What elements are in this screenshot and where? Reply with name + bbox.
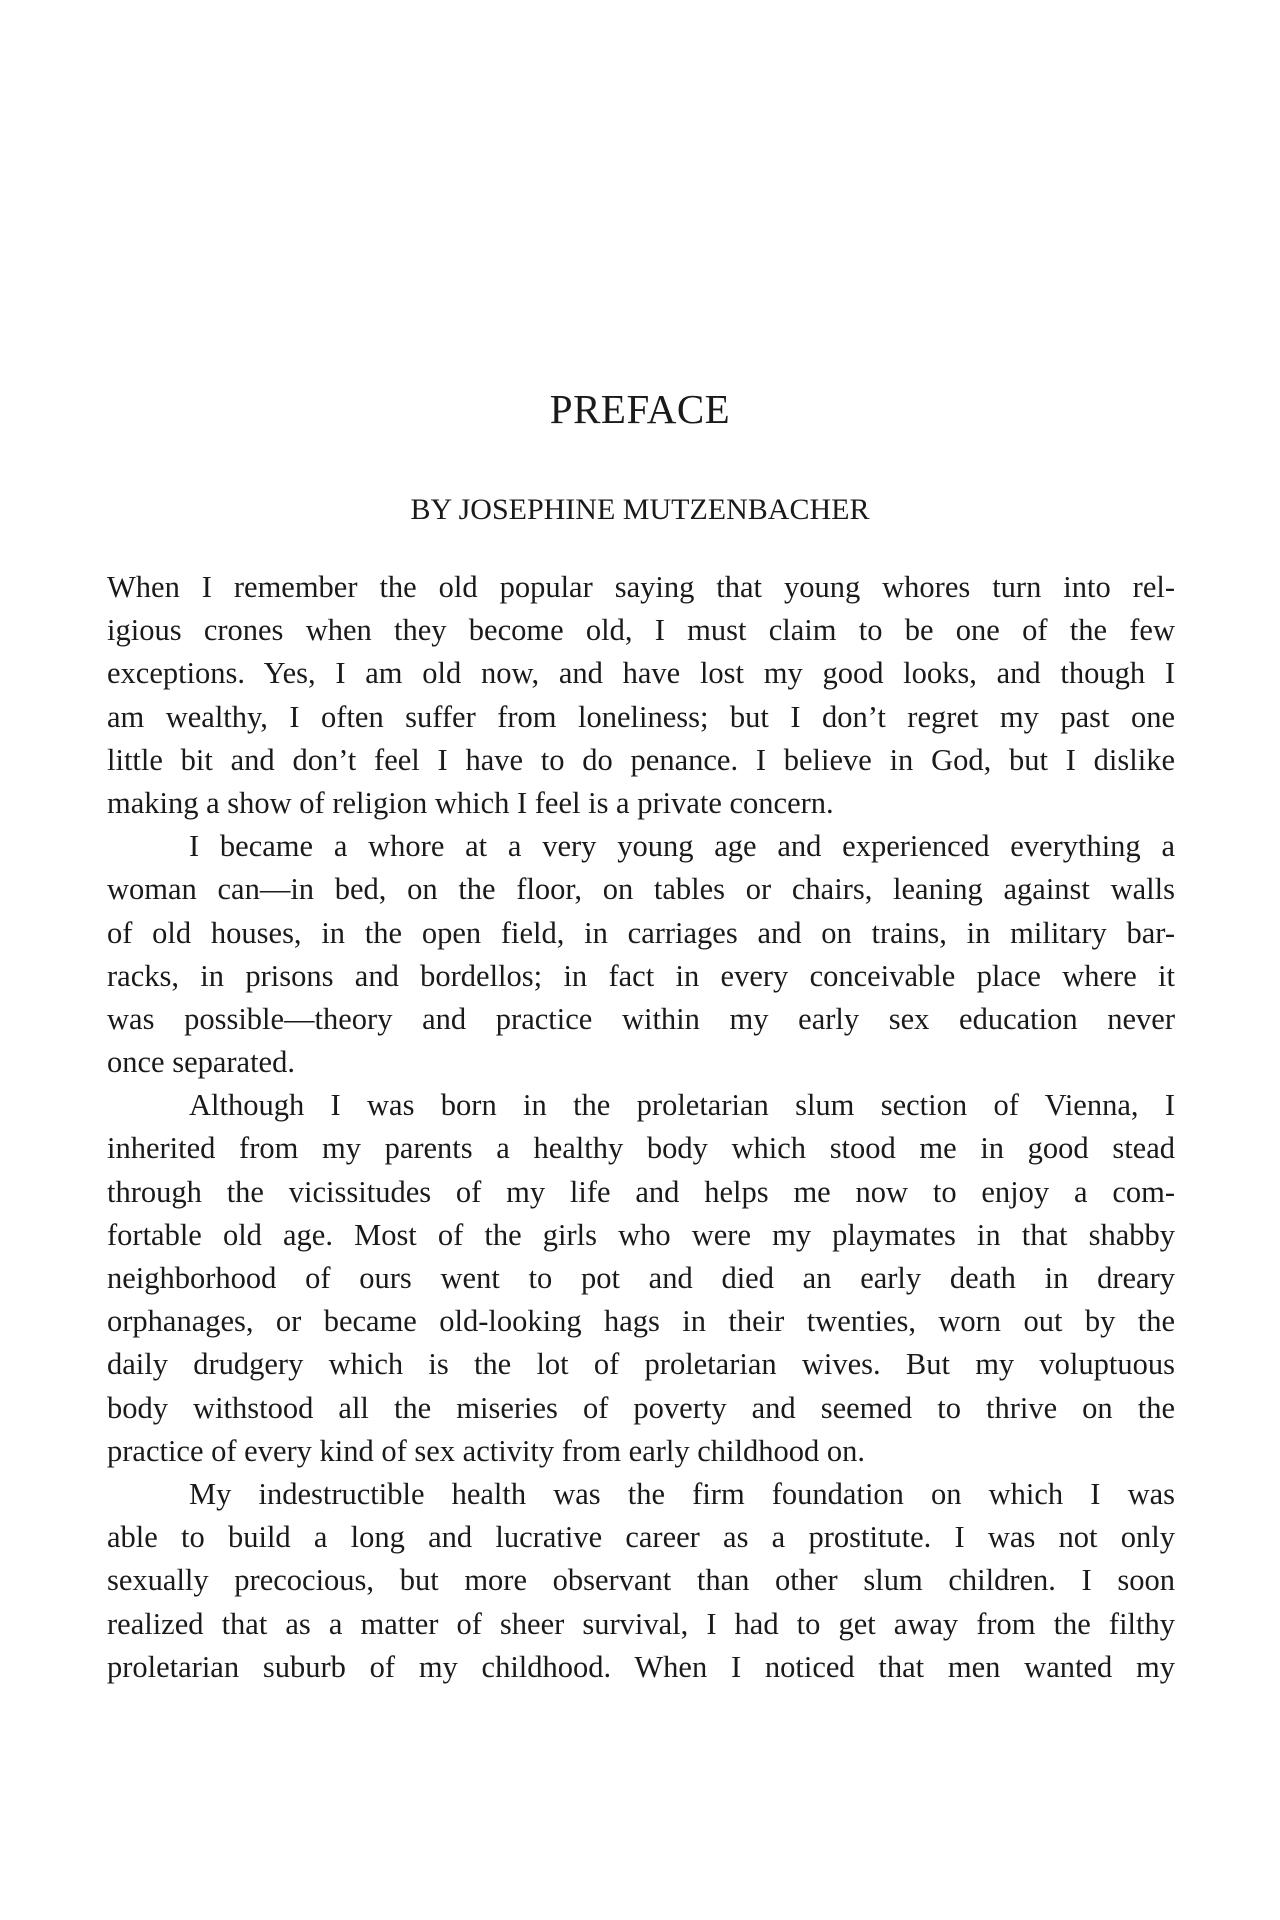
author-byline: BY JOSEPHINE MUTZENBACHER xyxy=(410,493,870,526)
text-line: fortable old age. Most of the girls who were my playmates in that shabby xyxy=(107,1217,1175,1252)
text-line: sexually precocious, but more observant than other slum children. I soon xyxy=(107,1563,1175,1598)
chapter-title: PREFACE xyxy=(549,386,731,432)
preface-body xyxy=(107,566,1175,1689)
text-line: racks, in prisons and bordellos; in fact in every conceivable place where it xyxy=(107,958,1175,993)
text-line: practice of every kind of sex activity from early childhood on. xyxy=(107,1433,866,1468)
text-line: able to build a long and lucrative career as a prostitute. I was not only xyxy=(107,1520,1175,1555)
text-line: once separated. xyxy=(107,1045,295,1080)
text-line: Although I was born in the proletarian slum section of Vienna, I xyxy=(189,1088,1175,1123)
paragraph xyxy=(107,1084,1175,1473)
text-line: was possible—theory and practice within my early sex education never xyxy=(107,1001,1175,1036)
text-line: proletarian suburb of my childhood. When I noticed that men wanted my xyxy=(107,1649,1175,1684)
text-line: inherited from my parents a healthy body which stood me in good stead xyxy=(107,1131,1175,1166)
text-line: orphanages, or became old-looking hags in their twenties, worn out by the xyxy=(107,1304,1175,1339)
text-line: I became a whore at a very young age and experienced everything a xyxy=(189,829,1175,864)
text-line: When I remember the old popular saying that young whores turn into rel- xyxy=(107,570,1175,604)
text-line: of old houses, in the open field, in carriages and on trains, in military bar- xyxy=(107,915,1175,950)
text-line: neighborhood of ours went to pot and died an early death in dreary xyxy=(107,1261,1175,1295)
text-line: am wealthy, I often suffer from loneliness; but I don’t regret my past one xyxy=(107,699,1175,734)
text-line: woman can—in bed, on the floor, on tables or chairs, leaning against walls xyxy=(107,872,1175,907)
text-line: little bit and don’t feel I have to do penance. I believe in God, but I dislike xyxy=(107,742,1175,777)
text-line: daily drudgery which is the lot of proletarian wives. But my voluptuous xyxy=(107,1347,1175,1382)
text-line: My indestructible health was the firm foundation on which I was xyxy=(189,1476,1175,1511)
text-line: realized that as a matter of sheer survival, I had to get away from the filthy xyxy=(107,1606,1175,1641)
text-line: igious crones when they become old, I must claim to be one of the few xyxy=(107,613,1175,648)
text-line: making a show of religion which I feel is a private concern. xyxy=(107,785,834,820)
paragraph xyxy=(107,566,1175,825)
paragraph xyxy=(107,825,1175,1084)
text-line: through the vicissitudes of my life and helps me now to enjoy a com- xyxy=(107,1174,1175,1209)
paragraph xyxy=(107,1473,1175,1689)
text-line: body withstood all the miseries of poverty and seemed to thrive on the xyxy=(107,1390,1175,1425)
text-line: exceptions. Yes, I am old now, and have lost my good looks, and though I xyxy=(107,656,1175,691)
